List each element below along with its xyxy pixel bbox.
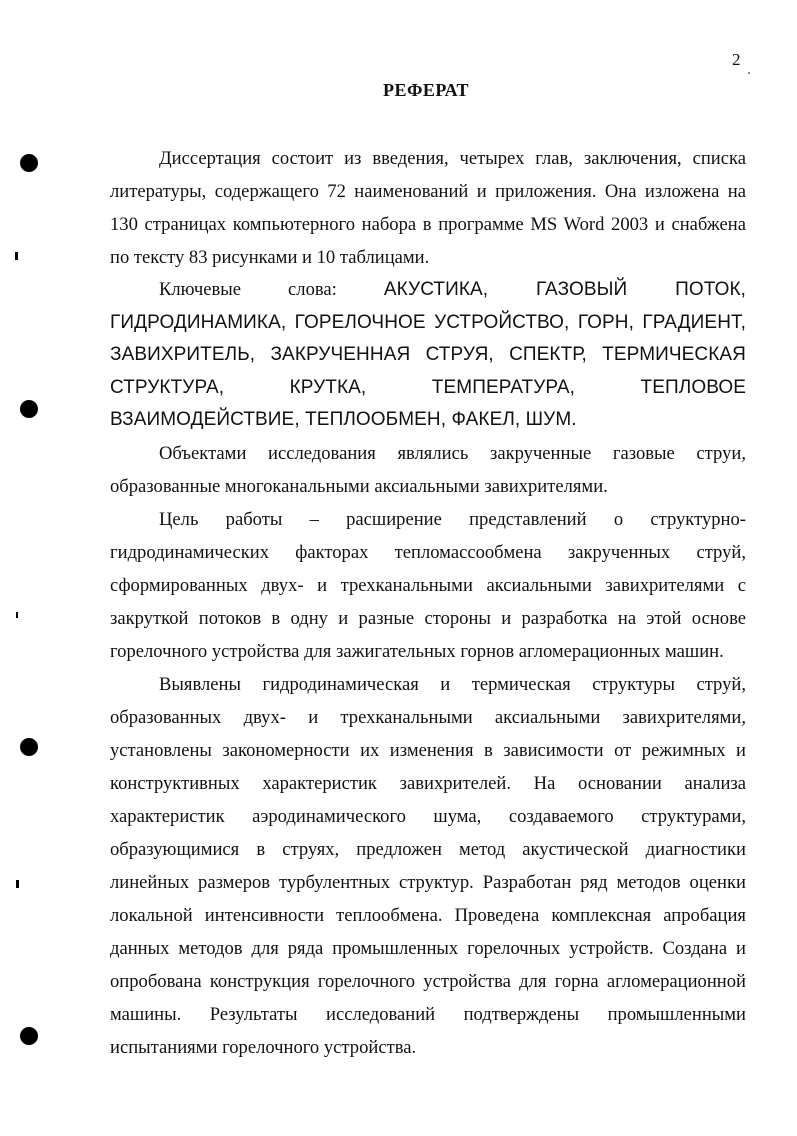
page-number: 2 bbox=[732, 50, 741, 69]
paragraph-objects: Объектами исследования являлись закрученные газовые струи, образованные многоканальными аксиальными завихрителями. bbox=[110, 442, 746, 497]
paragraph-intro: Диссертация состоит из введения, четырех глав, заключения, списка литературы, содержащего 72 наименований и приложения. Она изложена на 130 страницах компьютерного набора в программе MS Word 2003 и снабжена по тексту 83 рисунками и 10 таблицами. bbox=[110, 148, 746, 268]
binder-hole-mark bbox=[20, 400, 38, 418]
scan-speck bbox=[748, 72, 750, 74]
paragraph-goal: Цель работы – расширение представлений о структурно-гидродинамических факторах тепломассообмена закрученных струй, сформированных двух- и трехканальными аксиальными завихрителями с закруткой потоков в одну и разные стороны и разработка на этой основе горелочного устройства для зажигательных горнов агломерационных машин. bbox=[110, 508, 746, 662]
paragraph-results: Выявлены гидродинамическая и термическая структуры струй, образованных двух- и трехканальными аксиальными завихрителями, установлены закономерности их изменения в зависимости от режимных и конструктивных характеристик завихрителей. На основании анализа характеристик аэродинамического шума, создаваемого структурами, образующимися в струях, предложен метод акустической диагностики линейных размеров турбулентных структур. Разработан ряд методов оценки локальной интенсивности теплообмена. Проведена комплексная апробация данных методов для ряда промышленных горелочных устройств. Создана и опробована конструкция горелочного устройства для горна агломерационной машины. Результаты исследований подтверждены промышленными испытаниями горелочного устройства. bbox=[110, 673, 746, 1058]
paragraph-keywords bbox=[110, 274, 746, 437]
keywords-list: АКУСТИКА, ГАЗОВЫЙ ПОТОК, ГИДРОДИНАМИКА, ГОРЕЛОЧНОЕ УСТРОЙСТВО, ГОРН, ГРАДИЕНТ, ЗАВИХРИТЕЛЬ, ЗАКРУЧЕННАЯ СТРУЯ, СПЕКТР, ТЕРМИЧЕСКАЯ СТРУКТУРА, КРУТКА, ТЕМПЕРАТУРА, ТЕПЛОВОЕ ВЗАИМОДЕЙСТВИЕ, ТЕПЛООБМЕН, ФАКЕЛ, ШУМ. bbox=[110, 279, 746, 430]
binder-hole-mark bbox=[20, 738, 38, 756]
scan-mark bbox=[15, 252, 18, 260]
binder-hole-mark bbox=[20, 154, 38, 172]
page-title: РЕФЕРАТ bbox=[382, 80, 470, 100]
keywords-label: Ключевые слова: bbox=[159, 279, 337, 300]
scan-mark bbox=[16, 612, 18, 618]
document-body bbox=[110, 142, 746, 1064]
binder-hole-mark bbox=[20, 1027, 38, 1045]
scan-mark bbox=[16, 880, 19, 888]
